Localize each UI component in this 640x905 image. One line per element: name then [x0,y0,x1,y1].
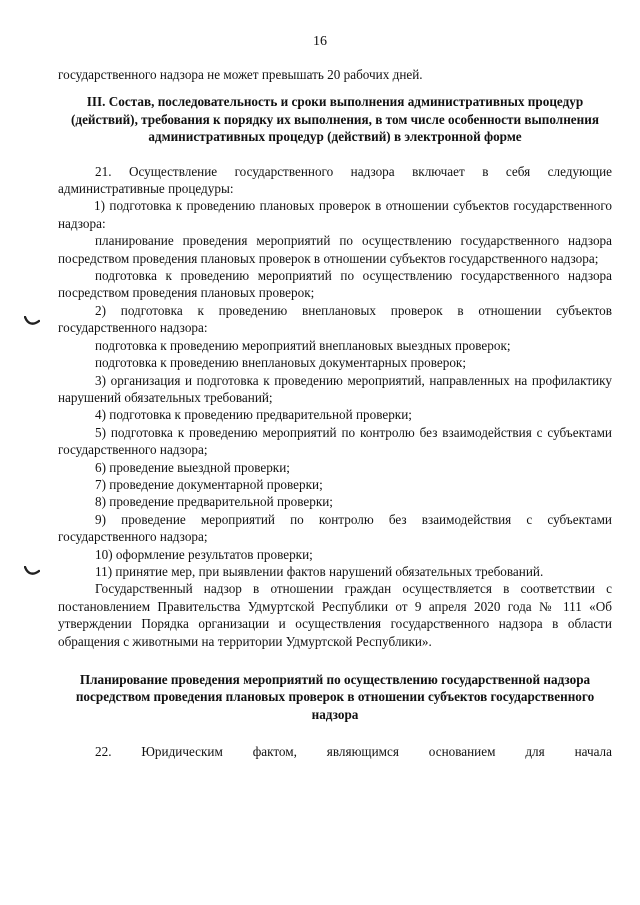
list-item: 1) подготовка к проведению плановых проверок в отношении субъектов государственного надзора: [58,198,612,231]
list-item: 7) проведение документарной проверки; [95,476,323,492]
carry-over-line: государственного надзора не может превышать 20 рабочих дней. [58,67,423,82]
section-heading: III. Состав, последовательность и сроки выполнения административных процедур (действий), требования к порядку их выполнения, в том числе особенности выполнения административных процедур (действий) в электронной форме [71,94,599,145]
list-item: 2) подготовка к проведению внеплановых проверок в отношении субъектов государственного надзора: [58,302,612,336]
list-subitem: подготовка к проведению мероприятий по осуществлению государственного надзора посредством проведения плановых проверок; [58,268,612,301]
page-number: 16 [313,34,327,49]
document-body [58,66,612,761]
list-subitem: планирование проведения мероприятий по осуществлению государственного надзора посредством проведения плановых проверок в отношении субъектов государственного надзора; [58,233,612,266]
citizens-paragraph: Государственный надзор в отношении граждан осуществляется в соответствии с постановлением Правительства Удмуртской Республики от 9 апреля 2020 года № 111 «Об утверждении Порядка организации и осуществления государственного надзора в области обращения с животными на территории Удмуртской Республики». [58,581,612,649]
list-item: 6) проведение выездной проверки; [95,459,290,475]
list-item: 8) проведение предварительной проверки; [95,494,333,510]
list-item: 4) подготовка к проведению предварительной проверки; [95,407,412,423]
subsection-heading: Планирование проведения мероприятий по осуществлению государственной надзора посредством проведения плановых проверок в отношении субъектов государственного надзора [75,672,595,722]
paragraph-21: 21. Осуществление государственного надзора включает в себя следующие административные процедуры: [58,163,612,197]
margin-mark [24,316,40,326]
list-item: 9) проведение мероприятий по контролю без взаимодействия с субъектами государственного надзора; [58,511,612,545]
list-item: 10) оформление результатов проверки; [95,546,313,562]
list-subitem: подготовка к проведению мероприятий внеплановых выездных проверок; [95,337,511,353]
list-item: 3) организация и подготовка к проведению мероприятий, направленных на профилактику нарушений обязательных требований; [58,372,612,405]
list-subitem: подготовка к проведению внеплановых документарных проверок; [95,355,466,371]
list-item: 5) подготовка к проведению мероприятий по контролю без взаимодействия с субъектами государственного надзора; [58,424,612,458]
margin-mark [24,566,40,576]
paragraph-22: 22. Юридическим фактом, являющимся основанием для начала [95,744,612,760]
list-item: 11) принятие мер, при выявлении фактов нарушений обязательных требований. [95,563,544,579]
